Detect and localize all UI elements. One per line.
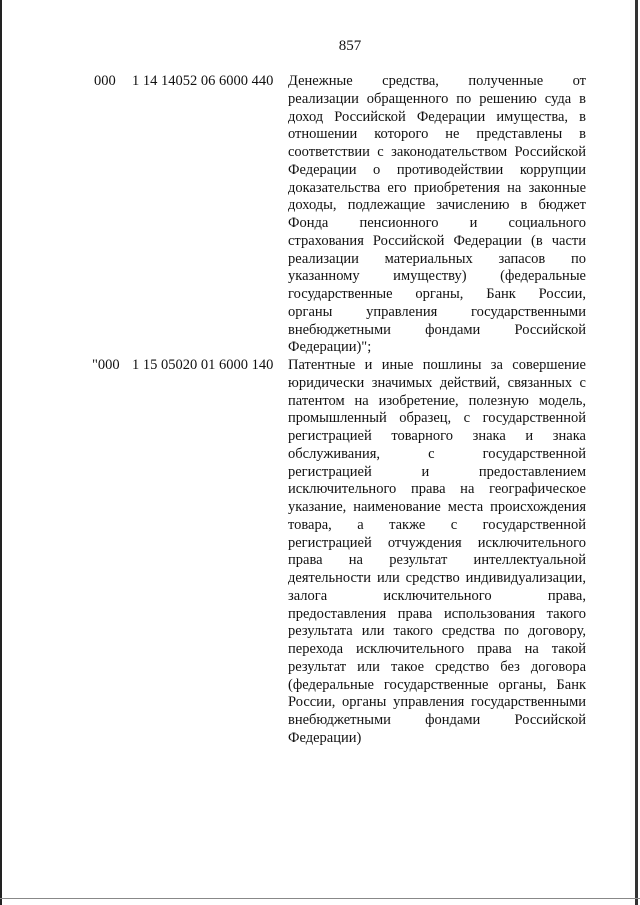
description-line: органы управления государственными [288,303,586,320]
description-line: Федерации)"; [288,339,372,356]
description-line: результат или такое средство без договора [288,658,586,675]
entry-budget-code: 1 15 05020 01 6000 140 [132,357,274,373]
description-line: государственные органы, Банк России, [288,286,586,302]
description-line: регистрацией товарного знака и знака [288,428,586,444]
scan-border-bottom [0,898,640,899]
entry-admin-code: 000 [94,73,116,89]
description-line: залога исключительного права, [288,587,586,604]
description-line: юридически значимых действий, связанных с [288,374,586,391]
description-line: указанному имуществу) (федеральные [288,268,586,285]
description-line: Денежные средства, полученные от [288,73,586,89]
description-line: доход Российской Федерации имущества, в [288,108,586,125]
description-line: реализации материальных запасов по [288,250,586,267]
entry-description [288,73,586,357]
entry-admin-code: "000 [92,357,120,373]
scan-border-left [0,0,2,905]
description-line: права на результат интеллектуальной [288,552,586,569]
entry-budget-code: 1 14 14052 06 6000 440 [132,73,274,89]
description-line: патентом на изобретение, полезную модель, [288,392,586,409]
description-line: России, органы управления государственными [288,694,586,711]
description-line: Патентные и иные пошлины за совершение [288,357,586,373]
description-line: регистрацией отчуждения исключительного [288,534,586,551]
description-line: промышленный образец, с государственной [288,410,586,427]
description-line: доказательства его приобретения на законные [288,179,586,196]
description-line: соответствии с законодательством Российской [288,144,586,160]
description-line: (федеральные государственные органы, Банк [288,676,586,693]
description-line: товара, а также с государственной [288,516,586,533]
scan-border-right [635,0,638,905]
description-line: обслуживания, с государственной [288,445,586,462]
description-line: деятельности или средство индивидуализации, [288,570,586,586]
description-line: Федерации о противодействии коррупции [288,161,586,178]
page-number: 857 [338,38,362,54]
description-line: указание, наименование места происхождения [288,499,586,515]
entry-description [288,357,586,748]
description-line: реализации обращенного по решению суда в [288,90,586,107]
description-line: предоставления права использования такого [288,605,586,622]
description-line: внебюджетными фондами Российской [288,712,586,728]
description-line: доходы, подлежащие зачислению в бюджет [288,197,586,214]
description-line: регистрацией и предоставлением [288,463,586,480]
description-line: перехода исключительного права на такой [288,641,586,657]
description-line: отношении которого не представлены в [288,126,586,143]
description-line: Федерации) [288,729,362,746]
description-line: страхования Российской Федерации (в части [288,232,586,249]
description-line: Фонда пенсионного и социального [288,215,586,231]
description-line: результата или такого средства по договору, [288,623,586,640]
description-line: исключительного права на географическое [288,481,586,498]
description-line: внебюджетными фондами Российской [288,321,586,338]
